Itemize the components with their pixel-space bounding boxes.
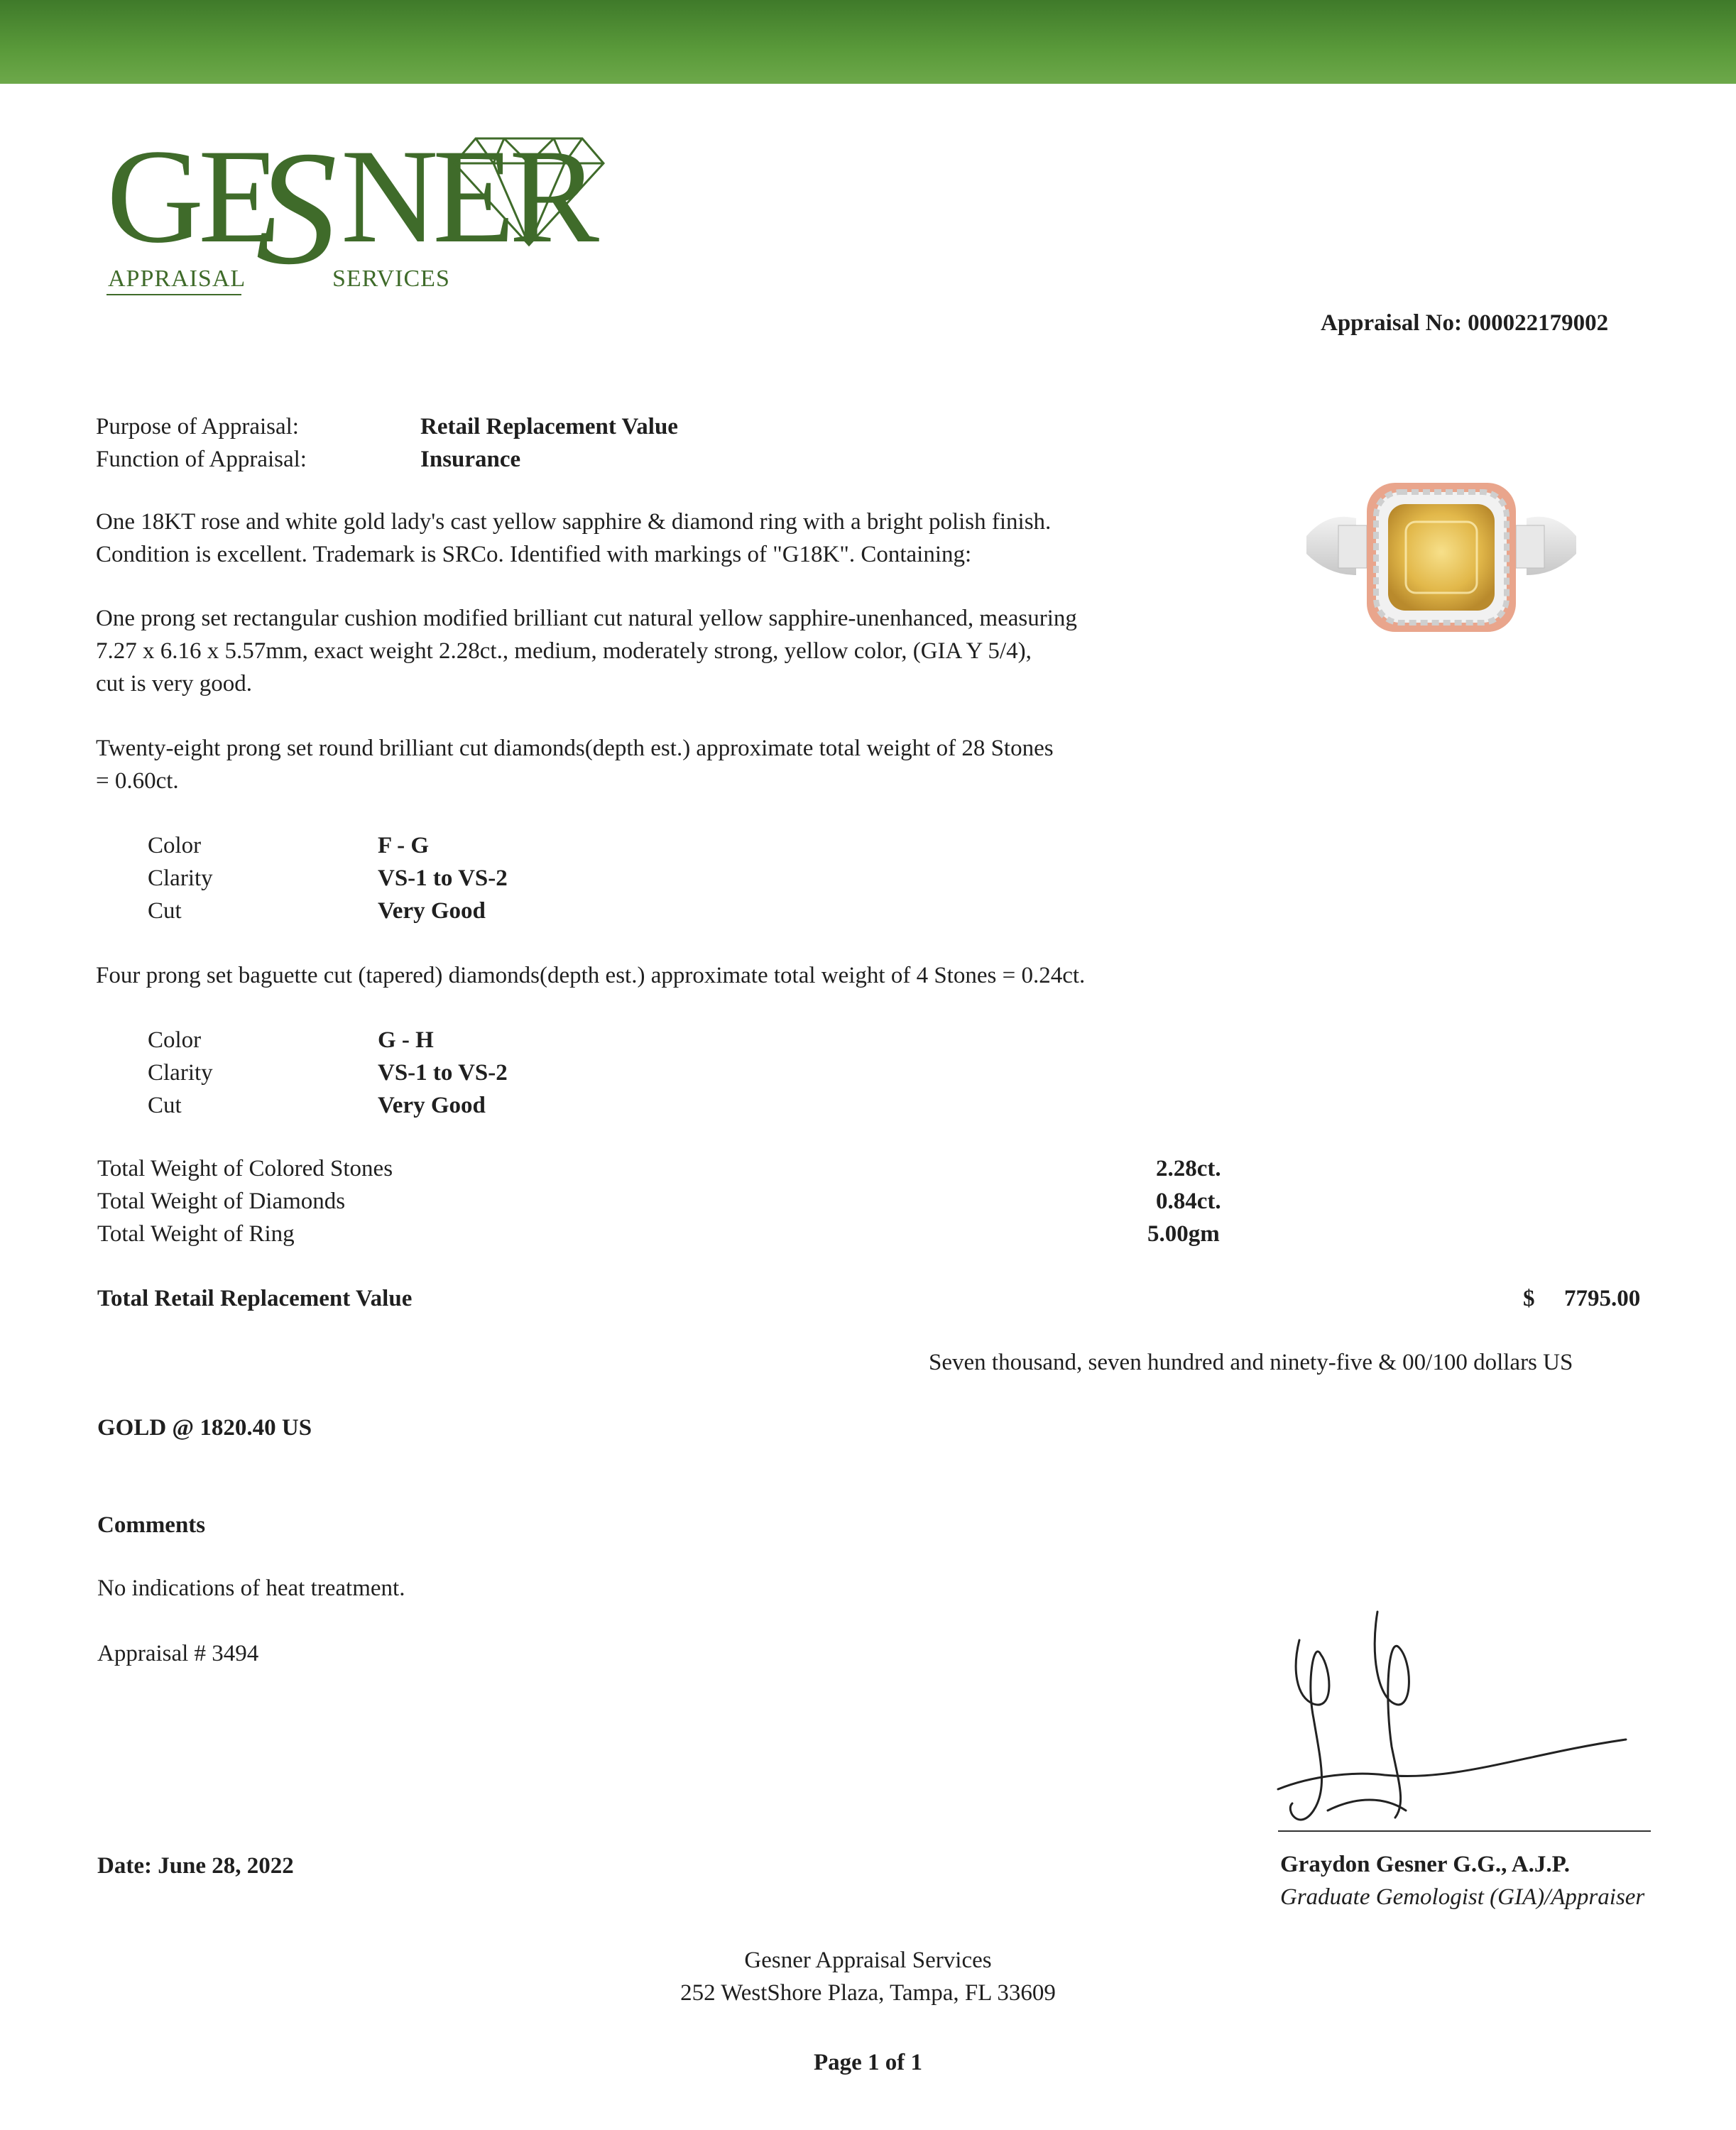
purpose-label: Purpose of Appraisal: bbox=[96, 414, 299, 439]
svg-text:S: S bbox=[256, 121, 337, 298]
ring-photo bbox=[1299, 469, 1583, 682]
round-color-value: F - G bbox=[378, 833, 430, 858]
comments-heading: Comments bbox=[97, 1512, 206, 1538]
svg-text:SERVICES: SERVICES bbox=[332, 266, 450, 292]
round-diamonds-line2: = 0.60ct. bbox=[96, 768, 179, 794]
page-number: Page 1 of 1 bbox=[813, 2050, 923, 2075]
appraisal-date: Date: June 28, 2022 bbox=[97, 1853, 294, 1879]
gold-price: GOLD @ 1820.40 US bbox=[97, 1415, 312, 1441]
total-ring-value: 5.00gm bbox=[1147, 1221, 1220, 1247]
appraisal-reference: Appraisal # 3494 bbox=[97, 1641, 259, 1666]
logo-graphic bbox=[107, 121, 618, 298]
round-cut-label: Cut bbox=[148, 898, 182, 924]
signer-name: Graydon Gesner G.G., A.J.P. bbox=[1280, 1852, 1570, 1877]
function-label: Function of Appraisal: bbox=[96, 447, 307, 472]
baguette-color-value: G - H bbox=[378, 1027, 434, 1053]
total-diamonds-value: 0.84ct. bbox=[1156, 1189, 1221, 1214]
total-value-currency: $ bbox=[1523, 1286, 1535, 1311]
sapphire-line1: One prong set rectangular cushion modified brilliant cut natural yellow sapphire-unenhanced, measuring bbox=[96, 606, 1077, 631]
round-clarity-value: VS-1 to VS-2 bbox=[378, 865, 508, 891]
svg-text:NER: NER bbox=[341, 122, 594, 271]
purpose-value: Retail Replacement Value bbox=[420, 414, 678, 439]
round-clarity-label: Clarity bbox=[148, 865, 213, 891]
footer-address: 252 WestShore Plaza, Tampa, FL 33609 bbox=[680, 1980, 1056, 2006]
total-diamonds-label: Total Weight of Diamonds bbox=[97, 1189, 346, 1214]
footer-company: Gesner Appraisal Services bbox=[744, 1948, 992, 1973]
total-value-words: Seven thousand, seven hundred and ninety-five & 00/100 dollars US bbox=[929, 1350, 1573, 1375]
baguette-cut-value: Very Good bbox=[378, 1093, 486, 1118]
round-diamonds-line1: Twenty-eight prong set round brilliant cut diamonds(depth est.) approximate total weight of 28 Stones bbox=[96, 736, 1054, 761]
total-value-label: Total Retail Replacement Value bbox=[97, 1286, 413, 1311]
sapphire-line2: 7.27 x 6.16 x 5.57mm, exact weight 2.28ct., medium, moderately strong, yellow color, (GIA Y 5/4), bbox=[96, 638, 1032, 664]
description-line2: Condition is excellent. Trademark is SRCo. Identified with markings of "G18K". Containing: bbox=[96, 542, 972, 567]
function-value: Insurance bbox=[420, 447, 521, 472]
baguette-clarity-value: VS-1 to VS-2 bbox=[378, 1060, 508, 1086]
description-line1: One 18KT rose and white gold lady's cast yellow sapphire & diamond ring with a bright polish finish. bbox=[96, 509, 1052, 535]
round-color-label: Color bbox=[148, 833, 202, 858]
baguette-color-label: Color bbox=[148, 1027, 202, 1053]
baguette-cut-label: Cut bbox=[148, 1093, 182, 1118]
sapphire-line3: cut is very good. bbox=[96, 671, 252, 697]
total-value-amount: 7795.00 bbox=[1564, 1286, 1641, 1311]
svg-text:APPRAISAL: APPRAISAL bbox=[108, 266, 246, 292]
total-colored-label: Total Weight of Colored Stones bbox=[97, 1156, 393, 1181]
signature-line bbox=[1278, 1830, 1651, 1832]
signature bbox=[1271, 1598, 1654, 1839]
total-colored-value: 2.28ct. bbox=[1156, 1156, 1221, 1181]
baguette-diamonds-line1: Four prong set baguette cut (tapered) diamonds(depth est.) approximate total weight of 4 Stones = 0.24ct. bbox=[96, 963, 1086, 988]
appraisal-number: Appraisal No: 000022179002 bbox=[1321, 310, 1609, 336]
top-green-band bbox=[0, 0, 1736, 84]
company-logo bbox=[107, 121, 618, 298]
baguette-clarity-label: Clarity bbox=[148, 1060, 213, 1086]
signer-title: Graduate Gemologist (GIA)/Appraiser bbox=[1280, 1884, 1645, 1910]
total-ring-label: Total Weight of Ring bbox=[97, 1221, 295, 1247]
round-cut-value: Very Good bbox=[378, 898, 486, 924]
svg-text:GE: GE bbox=[107, 122, 275, 271]
comments-text: No indications of heat treatment. bbox=[97, 1575, 405, 1601]
